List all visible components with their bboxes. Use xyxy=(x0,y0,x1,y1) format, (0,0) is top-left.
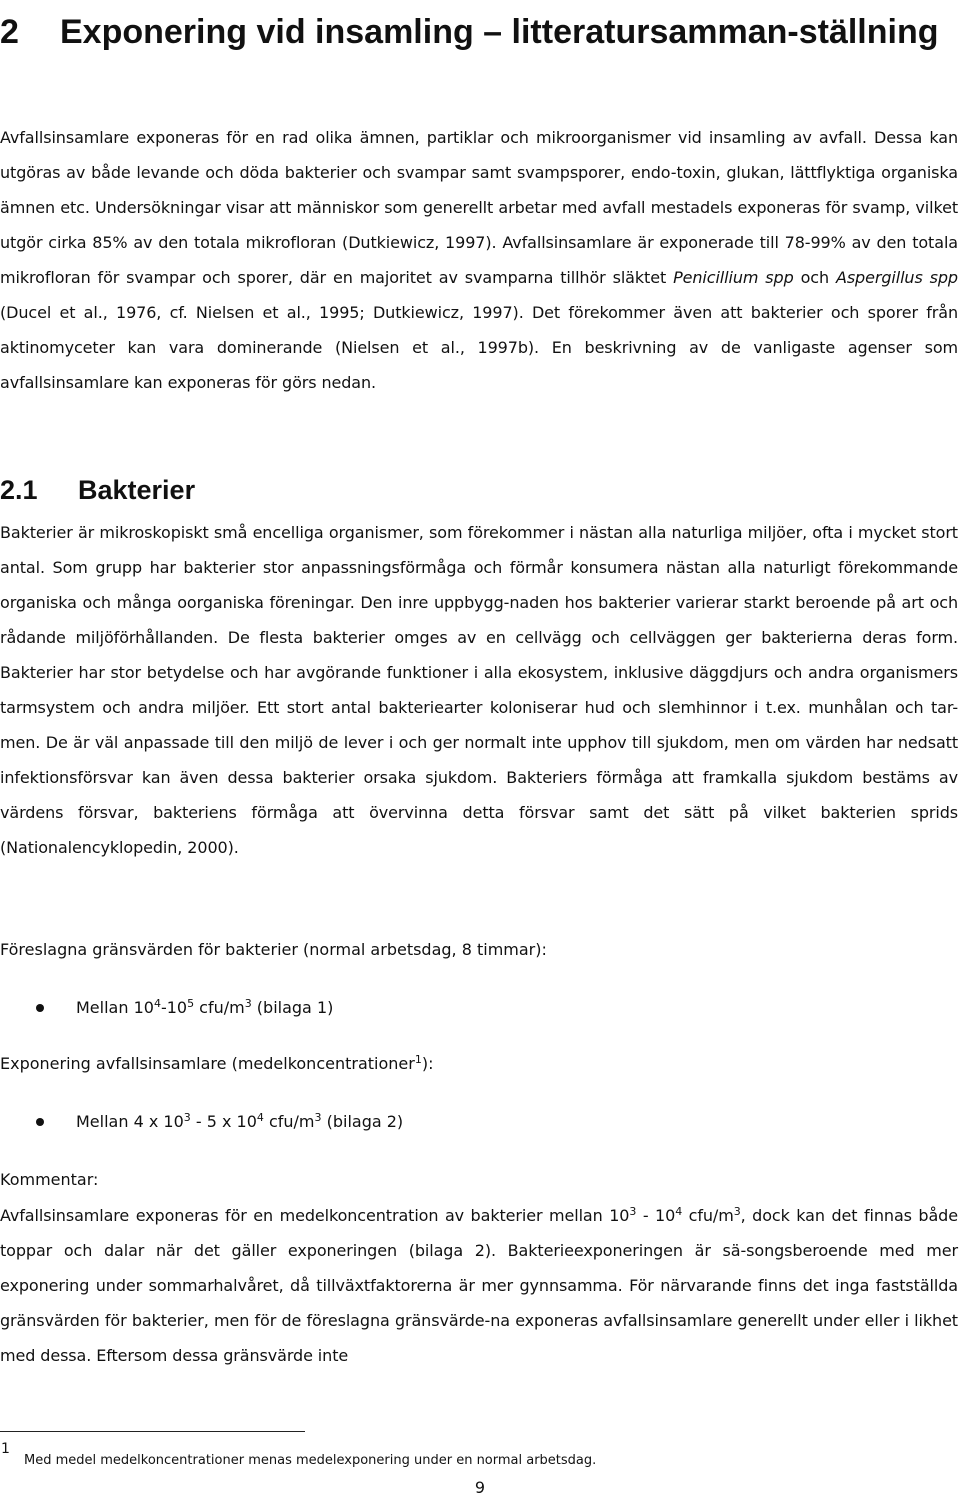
bullet-icon xyxy=(36,1004,44,1012)
footnote-mark: 1 xyxy=(1,1441,10,1457)
footnote-divider xyxy=(0,1431,305,1432)
limits-label: Föreslagna gränsvärden för bakterier (normal arbetsdag, 8 timmar): xyxy=(0,940,547,959)
intro-paragraph xyxy=(0,120,958,400)
bullet-icon xyxy=(36,1118,44,1126)
footnote-ref: 1 xyxy=(414,1053,422,1066)
page-number: 9 xyxy=(474,1478,486,1497)
intro-text-1: Avfallsinsamlare exponeras för en rad olika ämnen, partiklar och mikroorganismer vid insamling av avfall. Dessa kan utgöras av både levande och döda bakterier och svampar samt svampsporer, endo-toxin, glukan, lättflyktiga organiska ämnen etc. Undersökningar visar att människor som generellt arbetar med avfall mestadels exponeras för svamp, vilket utgör cirka 85% av den totala mikrofloran (Dutkiewicz, 1997). Avfallsinsamlare är exponerade till 78-99% av den totala mikrofloran för svampar och sporer, där en majoritet av svamparna tillhör släktet xyxy=(0,128,958,287)
chapter-number: 2 xyxy=(0,13,19,51)
limits-bullet-text: Mellan $10^4-10^5$ cfu/$m^3$ (bilaga 1) xyxy=(76,997,334,1017)
comment-paragraph: Avfallsinsamlare exponeras för en medelkoncentration av bakterier mellan $10^3 - 10^4$ cfu/$m^3$, dock kan det finnas både toppar och dalar när det gäller exponeringen (bilaga 2). Bakterieexponeringen är sä-songsberoende med mer exponering under sommarhalvåret, då tillväxtfaktorerna är mer gynnsamma. För närvarande finns det inga fastställda gränsvärden för bakterier, men för de föreslagna gränsvärde-na exponeras avfallsinsamlare generellt under eller i likhet med dessa. Eftersom dessa gränsvärde inte xyxy=(0,1205,958,1365)
footnote-text: Med medel medelkoncentrationer menas medelexponering under en normal arbetsdag. xyxy=(24,1453,597,1468)
exposure-bullet-text: Mellan 4 x $10^3 - 5$ x $10^4$ cfu/$m^3$ (bilaga 2) xyxy=(76,1111,404,1131)
section-number: 2.1 xyxy=(0,475,38,505)
comment-label: Kommentar: xyxy=(0,1170,99,1189)
exposure-label: Exponering avfallsinsamlare (medelkoncentrationer$^1$): xyxy=(0,1053,434,1073)
section-title: Bakterier xyxy=(78,475,196,505)
intro-text-2: och xyxy=(793,268,836,287)
bakterier-paragraph: Bakterier är mikroskopiskt små encelliga organismer, som förekommer i nästan alla naturliga miljöer, ofta i mycket stort antal. Som grupp har bakterier stor anpassningsförmåga och förmår konsumera nästan alla naturligt förekommande organiska och många oorganiska föreningar. Den inre uppbygg-naden hos bakterier varierar starkt beroende på art och rådande miljöförhållanden. De flesta bakterier omges av en cellvägg och cellväggen ger bakterierna deras form. Bakterier har stor betydelse och har avgörande funktioner i alla ekosystem, inklusive däggdjurs och andra organismers tarmsystem och andra miljöer. Ett stort antal bakteriearter koloniserar hud och slemhinnor i t.ex. munhålan och tar-men. De är väl anpassade till den miljö de lever i och ger normalt inte upphov till sjukdom, men om värden har nedsatt infektionsförsvar kan även dessa bakterier orsaka sjukdom. Bakteriers förmåga att framkalla sjukdom bestäms av värdens försvar, bakteriens förmåga att övervinna detta försvar samt det sätt på vilket bakterien sprids (Nationalencyklopedin, 2000). xyxy=(0,523,958,857)
genus-penicillium: Penicillium spp xyxy=(673,268,794,287)
chapter-title: Exponering vid insamling – litteratursamman-ställning xyxy=(60,13,939,51)
intro-text-3: (Ducel et al., 1976, cf. Nielsen et al., 1995; Dutkiewicz, 1997). Det förekommer även att bakterier och sporer från aktinomyceter kan vara dominerande (Nielsen et al., 1997b). En beskrivning av de vanligaste agenser som avfallsinsamlare kan exponeras för görs nedan. xyxy=(0,303,958,392)
genus-aspergillus: Aspergillus spp xyxy=(835,268,958,287)
